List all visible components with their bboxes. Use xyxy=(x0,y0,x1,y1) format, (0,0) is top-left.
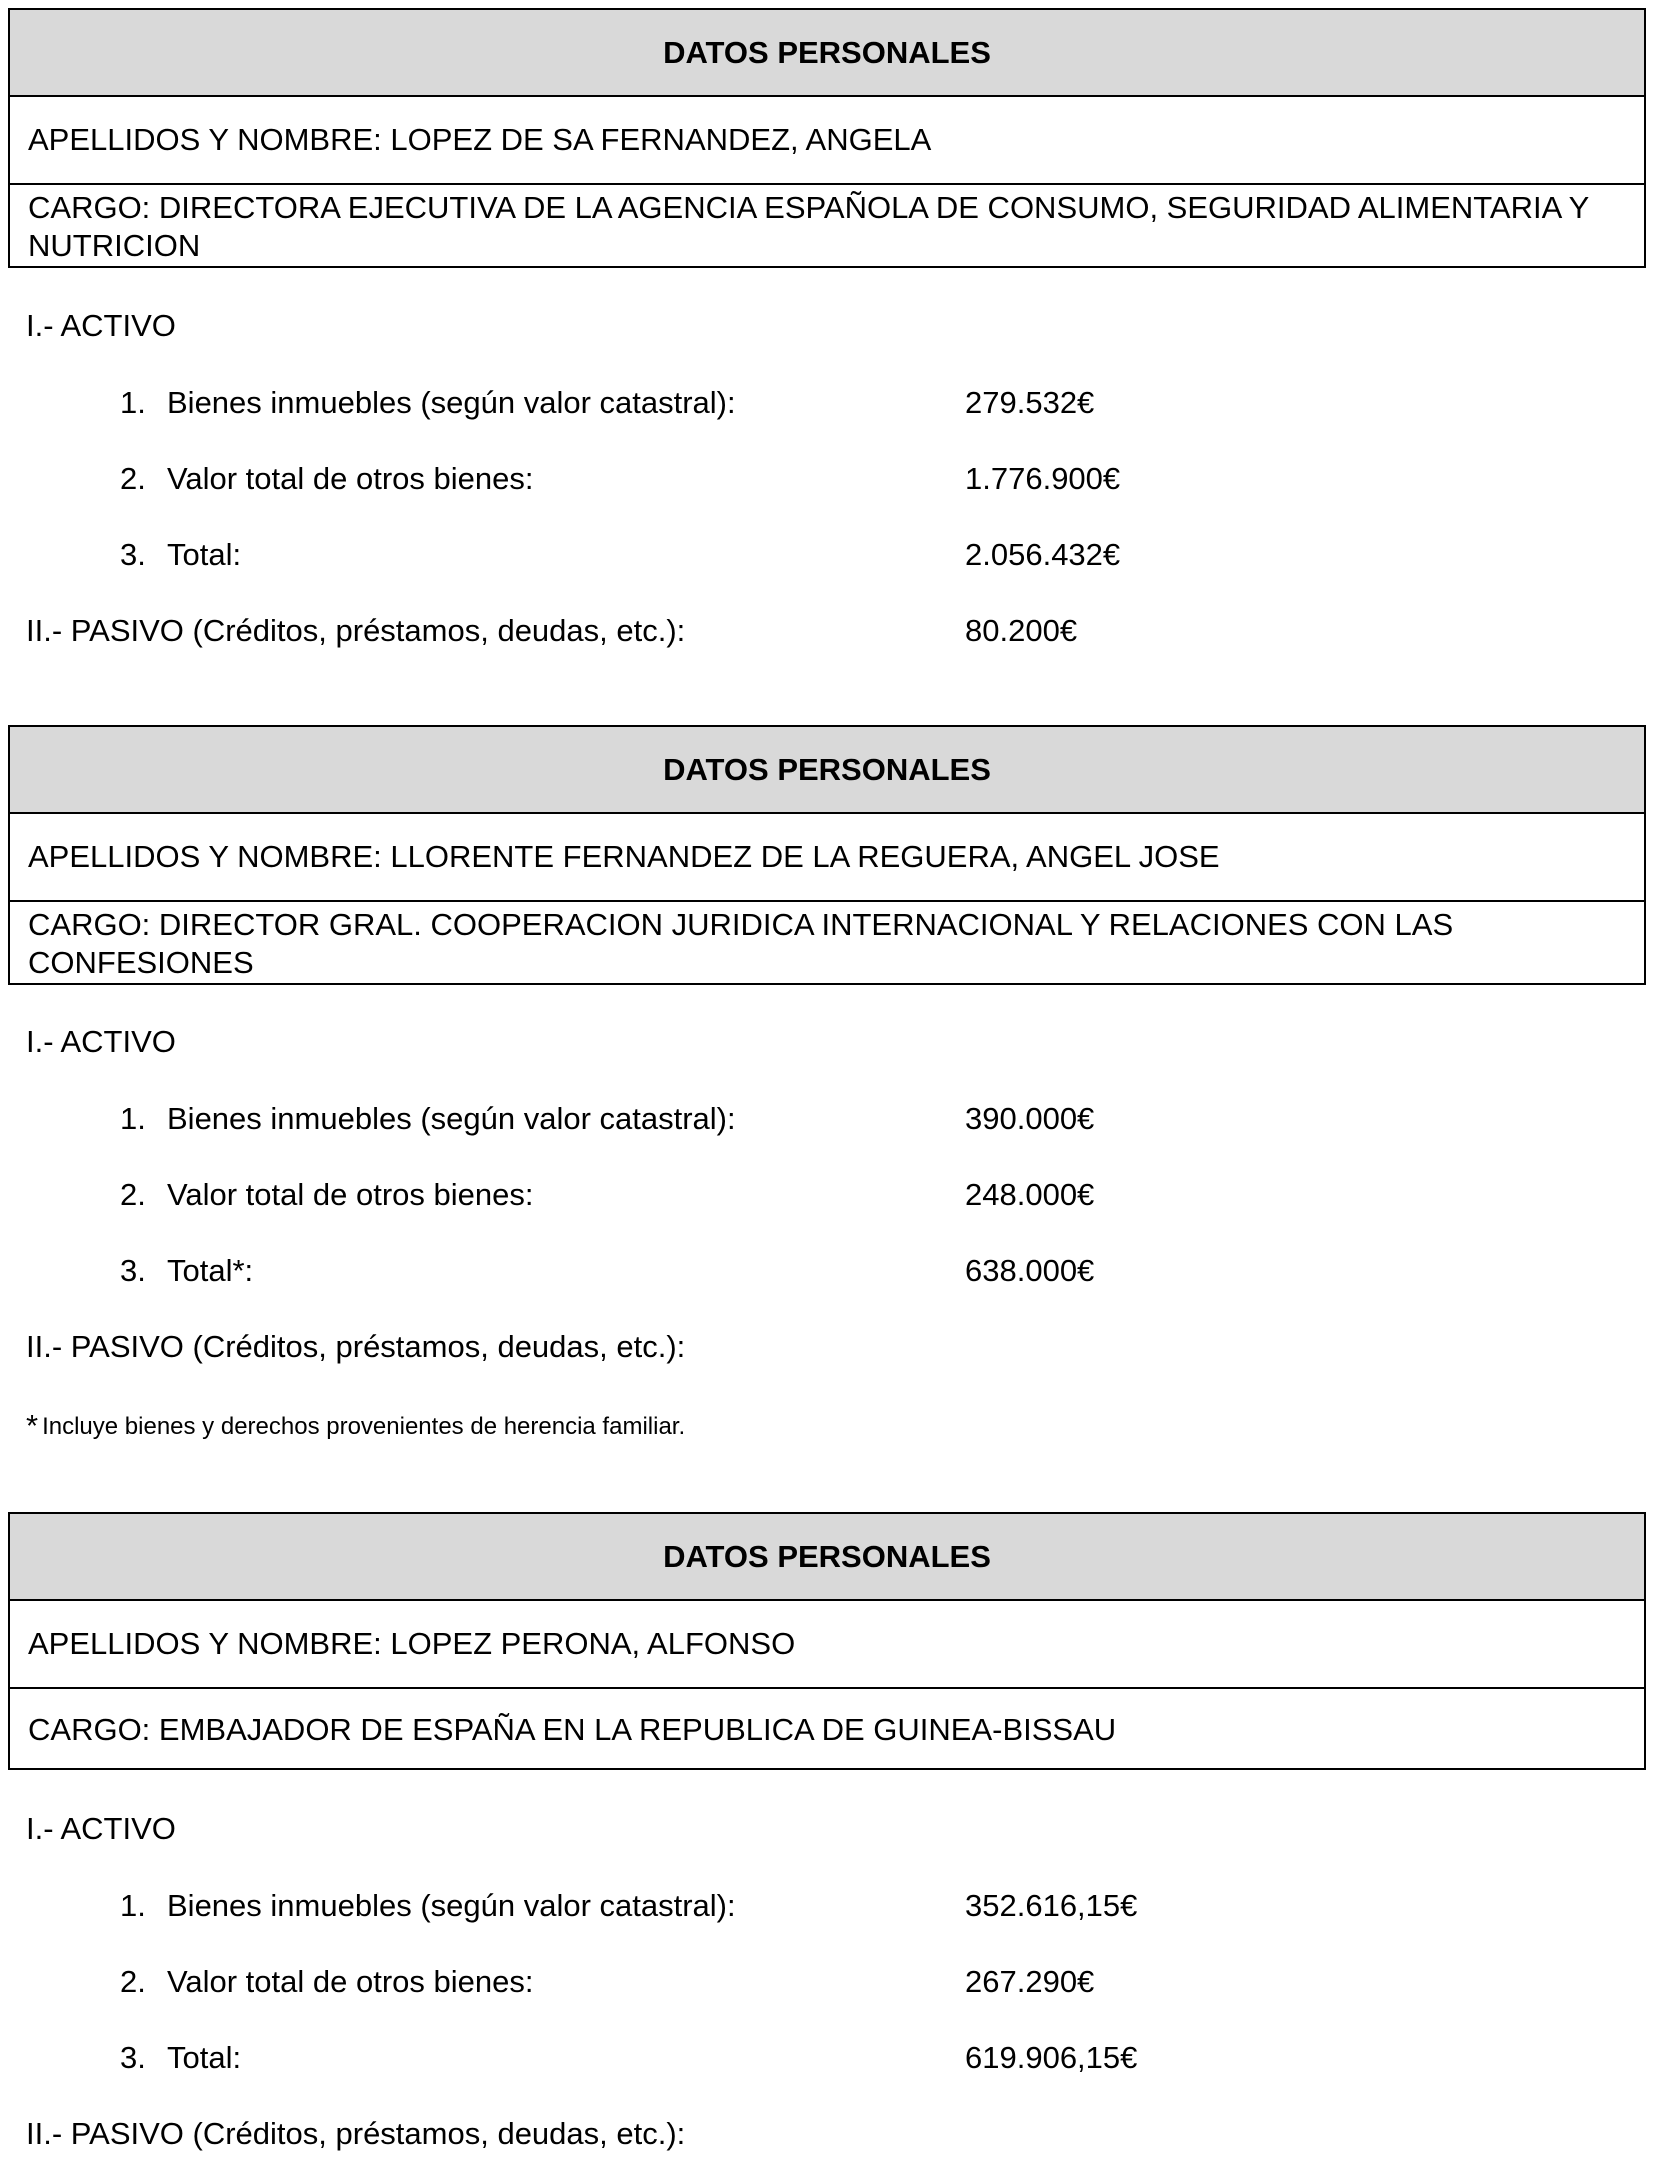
item-label: Valor total de otros bienes: xyxy=(167,1177,534,1212)
personal-data-box xyxy=(8,1512,1646,1770)
item-label: Total: xyxy=(167,2040,242,2075)
item-value: 267.290€ xyxy=(965,1964,1095,1999)
position-field: CARGO: DIRECTORA EJECUTIVA DE LA AGENCIA ESPAÑOLA DE CONSUMO, SEGURIDAD ALIMENTARIA Y NUTRICION xyxy=(28,190,1589,263)
item-number: 1. xyxy=(120,385,146,420)
section-header: DATOS PERSONALES xyxy=(10,10,1644,97)
personal-data-box xyxy=(8,8,1646,268)
item-value: 279.532€ xyxy=(965,385,1095,420)
position-field: CARGO: EMBAJADOR DE ESPAÑA EN LA REPUBLICA DE GUINEA-BISSAU xyxy=(28,1711,1117,1747)
section-header: DATOS PERSONALES xyxy=(10,1514,1644,1601)
item-label: Bienes inmuebles (según valor catastral): xyxy=(167,1101,736,1136)
item-label: Valor total de otros bienes: xyxy=(167,461,534,496)
name-field: APELLIDOS Y NOMBRE: LLORENTE FERNANDEZ DE LA REGUERA, ANGEL JOSE xyxy=(10,814,1644,902)
liabilities-value: 80.200€ xyxy=(965,613,1078,648)
item-value: 619.906,15€ xyxy=(965,2040,1138,2075)
liabilities-heading: II.- PASIVO (Créditos, préstamos, deudas, etc.): xyxy=(26,2116,686,2151)
item-number: 3. xyxy=(120,2040,146,2075)
item-label: Valor total de otros bienes: xyxy=(167,1964,534,1999)
item-value: 638.000€ xyxy=(965,1253,1095,1288)
liabilities-heading: II.- PASIVO (Créditos, préstamos, deudas, etc.): xyxy=(26,1329,686,1364)
item-label: Bienes inmuebles (según valor catastral): xyxy=(167,385,736,420)
item-number: 1. xyxy=(120,1101,146,1136)
item-number: 1. xyxy=(120,1888,146,1923)
item-value: 352.616,15€ xyxy=(965,1888,1138,1923)
item-value: 1.776.900€ xyxy=(965,461,1121,496)
item-value: 390.000€ xyxy=(965,1101,1095,1136)
assets-heading: I.- ACTIVO xyxy=(26,1811,176,1846)
liabilities-heading: II.- PASIVO (Créditos, préstamos, deudas, etc.): xyxy=(26,613,686,648)
item-value: 248.000€ xyxy=(965,1177,1095,1212)
item-label: Total: xyxy=(167,537,242,572)
footnote-text: Incluye bienes y derechos provenientes de herencia familiar. xyxy=(42,1413,686,1440)
assets-heading: I.- ACTIVO xyxy=(26,1024,176,1059)
name-field: APELLIDOS Y NOMBRE: LOPEZ DE SA FERNANDEZ, ANGELA xyxy=(10,97,1644,185)
item-label: Total*: xyxy=(167,1253,254,1288)
footnote xyxy=(26,1408,685,1444)
item-value: 2.056.432€ xyxy=(965,537,1121,572)
footnote-mark: * xyxy=(26,1408,39,1443)
position-field: CARGO: DIRECTOR GRAL. COOPERACION JURIDICA INTERNACIONAL Y RELACIONES CON LAS CONFESIONES xyxy=(28,907,1454,980)
item-number: 2. xyxy=(120,1964,146,1999)
item-number: 3. xyxy=(120,537,146,572)
section-header: DATOS PERSONALES xyxy=(10,727,1644,814)
assets-heading: I.- ACTIVO xyxy=(26,308,176,343)
personal-data-box xyxy=(8,725,1646,985)
item-number: 3. xyxy=(120,1253,146,1288)
item-number: 2. xyxy=(120,1177,146,1212)
name-field: APELLIDOS Y NOMBRE: LOPEZ PERONA, ALFONSO xyxy=(10,1601,1644,1689)
item-label: Bienes inmuebles (según valor catastral): xyxy=(167,1888,736,1923)
item-number: 2. xyxy=(120,461,146,496)
